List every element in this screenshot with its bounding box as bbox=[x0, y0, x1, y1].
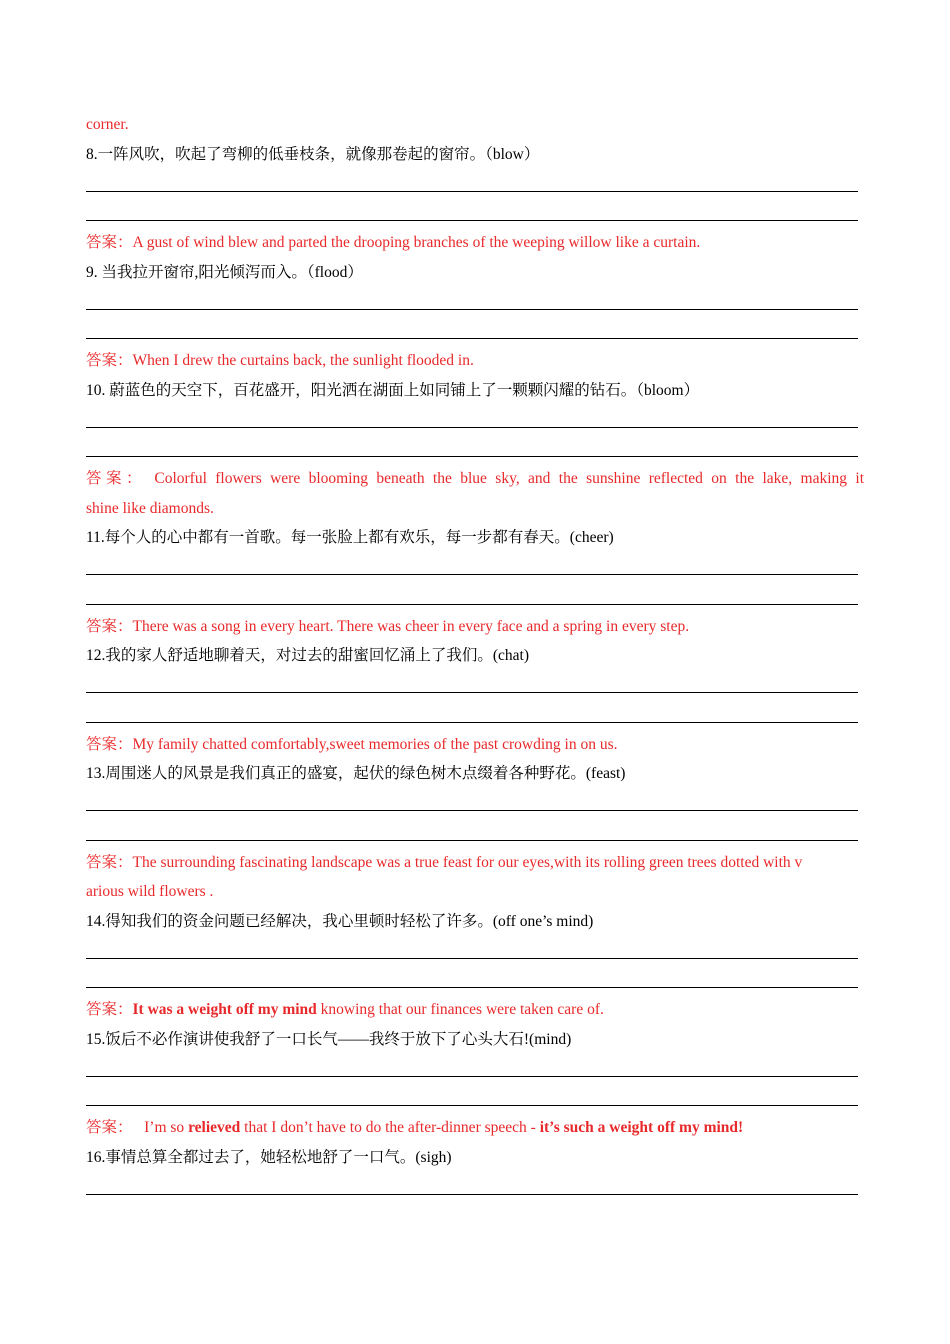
answer-blank-line[interactable] bbox=[86, 789, 864, 819]
answer-bold-phrase: it’s such a weight off my mind! bbox=[539, 1119, 744, 1136]
answer-text: There was a song in every heart. There was cheer in every face and a spring in every step. bbox=[132, 617, 690, 635]
answer-blank-line[interactable] bbox=[86, 287, 864, 317]
answer-15 bbox=[86, 1113, 864, 1143]
answer-9 bbox=[86, 346, 864, 376]
answer-blank-line[interactable] bbox=[86, 1054, 864, 1084]
answer-blank-line[interactable] bbox=[86, 582, 864, 612]
answer-blank-line[interactable] bbox=[86, 435, 864, 465]
answer-text: The surrounding fascinating landscape was a true feast for our eyes,with its rolling green trees dotted with v bbox=[132, 853, 803, 871]
answer-text: knowing that our finances were taken care of. bbox=[316, 1001, 604, 1018]
answer-label: 答案： bbox=[86, 352, 133, 369]
question-15: 15.饭后不必作演讲使我舒了一口长气——我终于放下了心头大石!(mind) bbox=[86, 1030, 572, 1048]
answer-bold-phrase: It was a weight off my mind bbox=[132, 1001, 317, 1018]
answer-text: When I drew the curtains back, the sunlight flooded in. bbox=[132, 352, 474, 369]
answer-text: My family chatted comfortably,sweet memories of the past crowding in on us. bbox=[132, 735, 618, 753]
answer-blank-line[interactable] bbox=[86, 818, 864, 848]
answer-blank-line[interactable] bbox=[86, 199, 864, 229]
question-12: 12.我的家人舒适地聊着天，对过去的甜蜜回忆涌上了我们。(chat) bbox=[86, 647, 530, 664]
answer-text: Colorful flowers were blooming beneath the blue sky, and the sunshine reflected on the lake, making it bbox=[154, 470, 864, 487]
answer-label: 答案： bbox=[86, 470, 146, 487]
answer-blank-line[interactable] bbox=[86, 936, 864, 966]
question-13: 13.周围迷人的风景是我们真正的盛宴，起伏的绿色树木点缀着各种野花。(feast) bbox=[86, 765, 626, 782]
answer-label: 答案： bbox=[86, 1001, 133, 1018]
question-14: 14.得知我们的资金问题已经解决，我心里顿时轻松了许多。(off one’s mind) bbox=[86, 912, 594, 930]
question-8: 8.一阵风吹，吹起了弯柳的低垂枝条，就像那卷起的窗帘。（blow） bbox=[86, 145, 540, 163]
answer-13-line-1 bbox=[86, 848, 864, 878]
answer-label: 答案： bbox=[86, 617, 133, 635]
answer-label: 答案： bbox=[86, 1119, 133, 1136]
question-16: 16.事情总算全都过去了，她轻松地舒了一口气。(sigh) bbox=[86, 1148, 452, 1166]
answer-bold-word: relieved bbox=[188, 1119, 241, 1136]
answer-14 bbox=[86, 995, 864, 1025]
answer-tail-q7: corner. bbox=[86, 116, 129, 133]
answer-blank-line[interactable] bbox=[86, 1084, 864, 1114]
answer-text: that I don’t have to do the after-dinner speech - bbox=[240, 1119, 540, 1136]
answer-blank-line[interactable] bbox=[86, 317, 864, 347]
answer-11 bbox=[86, 612, 864, 642]
question-10: 10. 蔚蓝色的天空下，百花盛开，阳光洒在湖面上如同铺上了一颗颗闪耀的钻石。（bloom） bbox=[86, 381, 700, 399]
answer-blank-line[interactable] bbox=[86, 553, 864, 583]
answer-blank-line[interactable] bbox=[86, 405, 864, 435]
answer-label: 答案： bbox=[86, 234, 133, 251]
answer-12 bbox=[86, 730, 864, 760]
question-9: 9. 当我拉开窗帘,阳光倾泻而入。（flood） bbox=[86, 263, 363, 281]
answer-blank-line[interactable] bbox=[86, 966, 864, 996]
answer-8 bbox=[86, 228, 864, 258]
answer-10-line-1 bbox=[86, 464, 864, 494]
answer-blank-line[interactable] bbox=[86, 169, 864, 199]
answer-10-line-2: shine like diamonds. bbox=[86, 499, 214, 517]
answer-blank-line[interactable] bbox=[86, 1172, 864, 1202]
answer-blank-line[interactable] bbox=[86, 671, 864, 701]
answer-label: 答案： bbox=[86, 853, 133, 871]
answer-text: A gust of wind blew and parted the drooping branches of the weeping willow like a curtain. bbox=[132, 234, 701, 251]
answer-label: 答案： bbox=[86, 735, 133, 753]
exercise-page bbox=[86, 110, 864, 1202]
answer-text: I’m so bbox=[144, 1119, 189, 1136]
question-11: 11.每个人的心中都有一首歌。每一张脸上都有欢乐，每一步都有春天。(cheer) bbox=[86, 529, 614, 546]
answer-blank-line[interactable] bbox=[86, 700, 864, 730]
answer-13-line-2: arious wild flowers . bbox=[86, 883, 214, 900]
